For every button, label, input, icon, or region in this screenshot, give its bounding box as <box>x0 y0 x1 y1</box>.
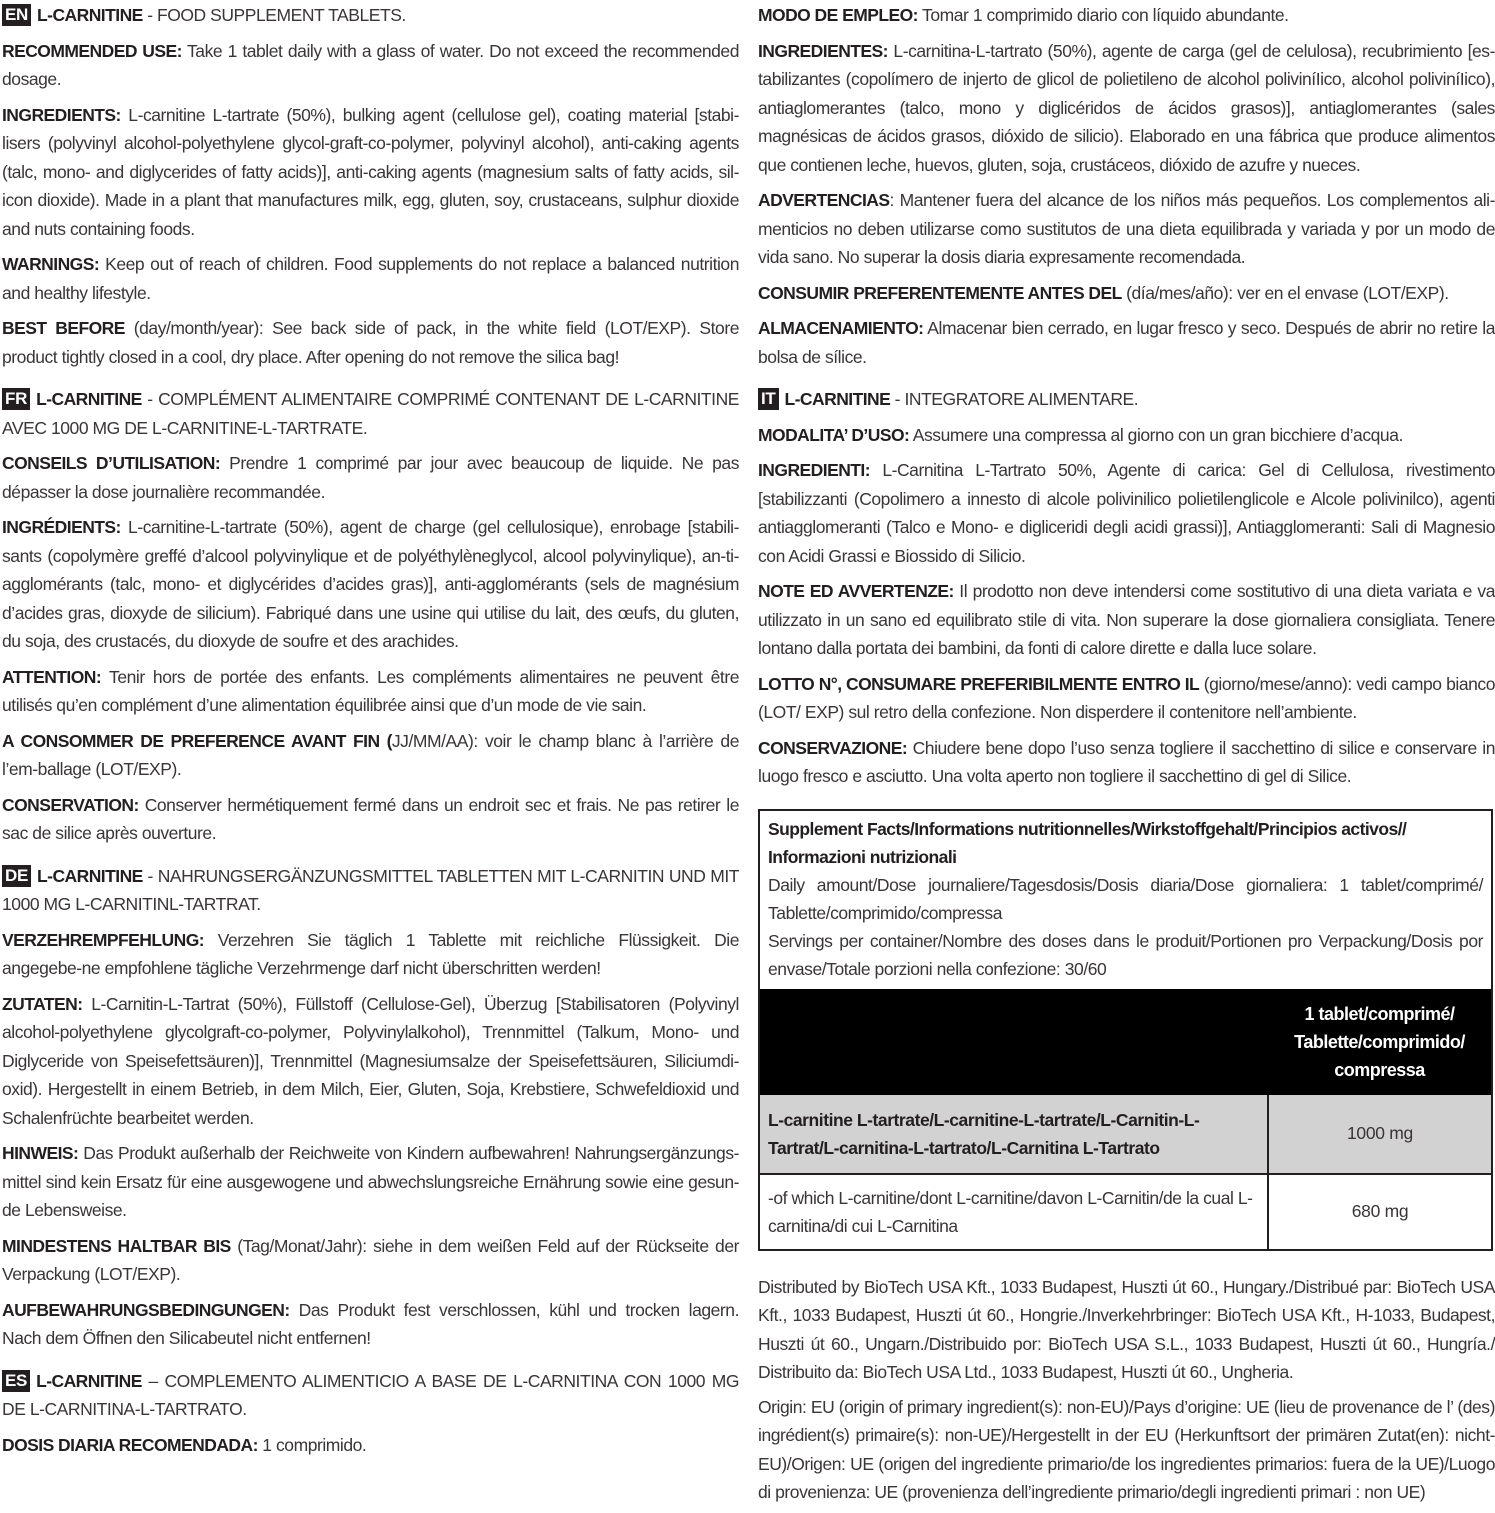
de-ingredients: ZUTATEN: L-Carnitin-L-Tartrat (50%), Füllstoff (Cellulose-Gel), Überzug [Stabilisatoren (Polyvinyl alcohol-polyethylene glycolgraft-co-polymer, Polyvinylalkohol), Trennmittel (Talkum, Mono- und Diglyceride von Speisefettsäuren)], Trennmittel (Magnesiumsalze der Speisefettsäuren, Siliciumdi-oxid). Hergestellt in einem Betrieb, in dem Milch, Eier, Gluten, Soja, Krebstiere, Schwefeldioxid und Schalenfrüchte bearbeitet werden. <box>2 993 739 1128</box>
table-header-cell <box>1268 989 1491 1095</box>
row-ingredient-value: 1000 mg <box>1268 1095 1491 1174</box>
fr-title: L-CARNITINE <box>36 389 142 409</box>
it-ingredients: INGREDIENTI: L-Carnitina L-Tartrato 50%, Agente di carica: Gel di Cellulosa, rivestimento [stabilizzanti (Copolimero a innesto di alcole polivinilico polietilenglicole e Alcole polivinilco), agenti antiagglomeranti (Talco e Mono- e digliceridi degli acidi grassi)], Antiagglomeranti: Sali di Magnesio con Acidi Grassi e Biossido di Silicio. <box>758 460 1495 566</box>
supplement-facts-intro <box>760 811 1491 989</box>
en-ingredients: INGREDIENTS: L-carnitine L-tartrate (50%), bulking agent (cellulose gel), coating material [stabi-lisers (polyvinyl alcohol-polyethylene glycol-graft-co-polymer, polyvinyl alcohol), anti-caking agents (talc, mono- and diglycerides of fatty acids)], anti-caking agents (magnesium salts of fatty acids, sil-icon dioxide). Made in a plant that manufactures milk, egg, gluten, soy, crustaceans, sulphur dioxide and nuts containing foods. <box>2 104 739 239</box>
fr-conservation: CONSERVATION: Conserver hermétiquement fermé dans un endroit sec et frais. Ne pas retirer le sac de silice après ouverture. <box>2 794 739 843</box>
fr-usage: CONSEILS D’UTILISATION: Prendre 1 comprimé par jour avec beaucoup de liquide. Ne pas dépasser la dose journalière recommandée. <box>2 453 739 502</box>
fr-header <box>2 385 739 442</box>
en-title: L-CARNITINE <box>37 5 143 25</box>
en-subtitle: - FOOD SUPPLEMENT TABLETS. <box>142 5 406 25</box>
es-usage: MODO DE EMPLEO: Tomar 1 comprimido diario con líquido abundante. <box>758 5 1289 25</box>
de-storage: AUFBEWAHRUNGSBEDINGUNGEN: Das Produkt fest verschlossen, kühl und trocken lagern. Nach dem Öffnen den Silicabeutel nicht entfernen! <box>2 1299 739 1348</box>
en-warnings: WARNINGS: Keep out of reach of children. Food supplements do not replace a balanced nutrition and healthy lifestyle. <box>2 254 739 303</box>
es-subtitle: – COMPLEMENTO ALIMENTICIO A BASE DE L-CARNITINA CON 1000 MG DE L-CARNITINA-L-TARTRATO. <box>2 1370 739 1419</box>
de-best-before: MINDESTENS HALTBAR BIS (Tag/Monat/Jahr): siehe in dem weißen Feld auf der Rückseite der Verpackung (LOT/EXP). <box>2 1235 739 1284</box>
es-storage: ALMACENAMIENTO: Almacenar bien cerrado, en lugar fresco y seco. Después de abrir no retire la bolsa de sílice. <box>758 318 1495 367</box>
it-title: L-CARNITINE <box>784 389 891 409</box>
supplement-facts-title: Supplement Facts/Informations nutritionnelles/Wirkstoffgehalt/Principios activos// Informazioni nutrizionali <box>768 818 1407 867</box>
servings-per-container: Servings per container/Nombre des doses dans le produit/Portionen pro Verpackung/Dosis por envase/Totale porzioni nella confezione: 30/60 <box>768 930 1483 979</box>
es-language-badge: ES <box>2 1370 30 1392</box>
distributor-text: Distributed by BioTech USA Kft., 1033 Budapest, Huszti út 60., Hungary./Distribué par: BioTech USA Kft., 1033 Budapest, Huszti út 60., Hongrie./Inverkehrbringer: BioTech USA Kft., H-1033, Budapest, Huszti út 60., Ungarn./Distribuido por: BioTech USA S.L., 1033 Budapest, Huszti út 60., Hungría./ Distribuito da: BioTech USA Ltd., 1033 Budapest, Huszti út 60., Ungheria. <box>758 1276 1495 1382</box>
table-header-row <box>760 989 1491 1095</box>
es-warnings: ADVERTENCIAS: Mantener fuera del alcance de los niños más pequeños. Los complementos ali-menticios no deben utilizarse como sustitutos de una dieta equilibrada y variada y por un modo de vida sano. No superar la dosis diaria expresamente recomendada. <box>758 190 1495 267</box>
row-ingredient-name: -of which L-carnitine/dont L-carnitine/davon L-Carnitin/de la cual L-carnitina/di cui L-Carnitina <box>760 1174 1268 1249</box>
it-notes: NOTE ED AVVERTENZE: Il prodotto non deve intendersi come sostitutivo di una dieta variata e va utilizzato in un sano ed equilibrato stile di vita. Non superare la dose giornaliera consigliata. Tenere lontano dalla portata dei bambini, da fonti di calore dirette e dalla luce solare. <box>758 581 1495 658</box>
right-column <box>758 0 1495 1513</box>
es-title: L-CARNITINE <box>36 1370 142 1391</box>
it-conservation: CONSERVAZIONE: Chiudere bene dopo l’uso senza togliere il sacchettino di silice e conservare in luogo fresco e asciutto. Una volta aperto non togliere il sacchettino di gel di Silice. <box>758 737 1495 786</box>
en-header <box>2 1 739 30</box>
de-subtitle: - NAHRUNGSERGÄNZUNGSMITTEL TABLETTEN MIT L-CARNITIN UND MIT 1000 MG L-CARNITINL-TARTRAT. <box>2 865 739 914</box>
left-column <box>2 0 739 1466</box>
de-usage: VERZEHREMPFEHLUNG: Verzehren Sie täglich 1 Tablette mit reichliche Flüssigkeit. Die angegebe-ne empfohlene tägliche Verzehrmenge darf nicht überschritten werden! <box>2 929 739 978</box>
it-usage: MODALITA’ D’USO: Assumere una compressa al giorno con un gran bicchiere d’acqua. <box>758 424 1403 445</box>
it-lot: LOTTO N°, CONSUMARE PREFERIBILMENTE ENTRO IL (giorno/mese/anno): vedi campo bianco (LOT/ EXP) sul retro della confezione. Non disperdere il contenitore nell’ambiente. <box>758 673 1495 722</box>
en-recommended-use: RECOMMENDED USE: Take 1 tablet daily with a glass of water. Do not exceed the recommended dosage. <box>2 40 739 89</box>
supplement-facts-box <box>758 809 1493 1251</box>
de-language-badge: DE <box>2 865 31 887</box>
row-ingredient-value: 680 mg <box>1268 1174 1491 1249</box>
fr-ingredients: INGRÉDIENTS: L-carnitine-L-tartrate (50%), agent de charge (gel cellulosique), enrobage [stabili-sants (copolymère greffé d’alcool polyvinylique et de polyéthylèneglycol, alcool polyvinylique), an-ti-agglomérants (talc, mono- et diglycérides d’acides gras)], anti-agglomérants (sels de magnésium d’acides gras, dioxyde de silicium). Fabriqué dans une usine qui utilise du lait, des œufs, du gluten, du soja, des crustacés, du dioxyde de soufre et des arachides. <box>2 517 739 651</box>
en-language-badge: EN <box>2 4 31 26</box>
table-header-empty <box>760 989 1268 1095</box>
fr-attention: ATTENTION: Tenir hors de portée des enfants. Les compléments alimentaires ne peuvent être utilisés qu’en complément d’une alimentation équilibrée ainsi que d’un mode de vie sain. <box>2 666 739 715</box>
it-language-badge: IT <box>758 388 779 410</box>
column-header-per-tablet: 1 tablet/comprimé/ Tablette/comprimido/ compressa <box>1294 1003 1465 1080</box>
es-daily-dose: DOSIS DIARIA RECOMENDADA: 1 comprimido. <box>2 1434 367 1455</box>
distributor-section <box>758 1273 1495 1507</box>
fr-best-before: A CONSOMMER DE PREFERENCE AVANT FIN (JJ/MM/AA): voir le champ blanc à l’arrière de l’em-ballage (LOT/EXP). <box>2 730 739 779</box>
origin-text: Origin: EU (origin of primary ingredient(s): non-EU)/Pays d’origine: UE (lieu de provenance de l’ (des) ingrédient(s) primaire(s): non-UE)/Hergestellt in der EU (Herkunftsort der primären Zutat(en): nicht-EU)/Origen: UE (origen del ingrediente primario/de los ingredientes primarios: fuera de la UE)/Luogo di provenienza: UE (provenienza dell’ingrediente primario/degli ingredienti primari : non UE) <box>758 1396 1495 1502</box>
de-header <box>2 862 739 919</box>
fr-subtitle: - COMPLÉMENT ALIMENTAIRE COMPRIMÉ CONTENANT DE L-CARNITINE AVEC 1000 MG DE L-CARNITINE-L-TARTRATE. <box>2 389 739 438</box>
es-best-before: CONSUMIR PREFERENTEMENTE ANTES DEL (día/mes/año): ver en el envase (LOT/EXP). <box>758 282 1449 303</box>
es-header <box>2 1367 739 1424</box>
supplement-facts-table <box>760 989 1491 1249</box>
it-header <box>758 385 1495 414</box>
es-ingredients: INGREDIENTES: L-carnitina-L-tartrato (50%), agente de carga (gel de celulosa), recubrimiento [es-tabilizantes (copolímero de injerto de glicol de polietileno de alcohol poliviníIico, alcohol poliviníIico), antiaglomerantes (talco, mono y diglicéridos de ácidos grasos)], antiaglomerantes (sales magnésicas de ácidos grasos, dióxido de silicio). Elaborado en una fábrica que produce alimentos que contienen leche, huevos, gluten, soja, crustáceos, dióxido de azufre y nueces. <box>758 40 1495 175</box>
en-best-before: BEST BEFORE (day/month/year): See back side of pack, in the white field (LOT/EXP). Store product tightly closed in a cool, dry place. After opening do not remove the silica bag! <box>2 318 739 367</box>
daily-amount: Daily amount/Dose journaliere/Tagesdosis/Dosis diaria/Dose giornaliera: 1 tablet/comprimé/ Tablette/comprimido/compressa <box>768 874 1483 923</box>
it-subtitle: - INTEGRATORE ALIMENTARE. <box>890 389 1139 409</box>
fr-language-badge: FR <box>2 388 30 410</box>
de-note: HINWEIS: Das Produkt außerhalb der Reichweite von Kindern aufbewahren! Nahrungsergänzungs-mittel sind kein Ersatz für eine ausgewogene und abwechslungsreiche Ernährung sowie eine gesun-de Lebensweise. <box>2 1143 739 1220</box>
table-row <box>760 1095 1491 1174</box>
de-title: L-CARNITINE <box>37 865 143 886</box>
table-row <box>760 1174 1491 1249</box>
row-ingredient-name: L-carnitine L-tartrate/L-carnitine-L-tartrate/L-Carnitin-L-Tartrat/L-carnitina-L-tartrato/L-Carnitina L-Tartrato <box>760 1095 1268 1174</box>
